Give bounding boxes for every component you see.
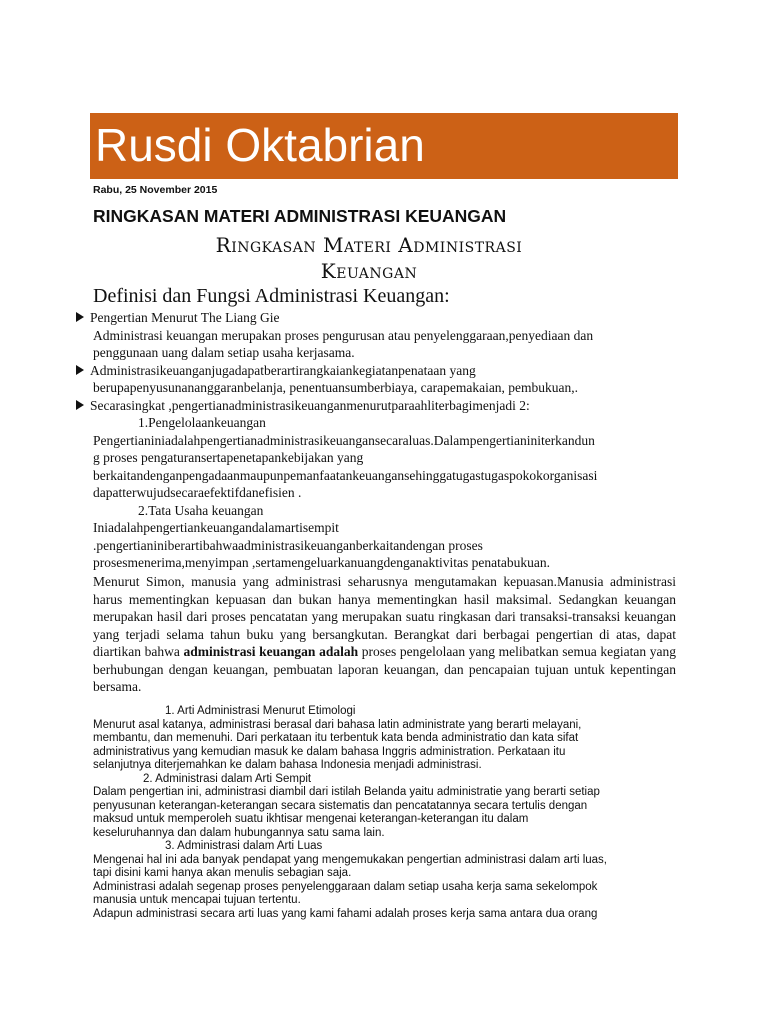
section-heading: 1. Arti Administrasi Menurut Etimologi bbox=[165, 705, 356, 717]
section-line: tapi disini kami hanya akan menulis sebagian saja. bbox=[93, 867, 352, 879]
section-line: maksud untuk memperoleh suatu ikhtisar mengenai keterangan-keterangan itu dalam bbox=[93, 813, 529, 825]
post-title[interactable]: RINGKASAN MATERI ADMINISTRASI KEUANGAN bbox=[93, 206, 507, 226]
decorative-title-line: Ringkasan Materi Administrasi bbox=[215, 233, 523, 257]
list-item-heading: Pengertian Menurut The Liang Gie bbox=[90, 310, 280, 325]
numbered-item-heading: 1.Pengelolaankeuangan bbox=[138, 415, 266, 430]
list-item-line: berupapenyusunananggaranbelanja, penentuansumberbiaya, carapemakaian, pembukuan,. bbox=[93, 380, 579, 395]
section-line: manusia untuk mencapai tujuan tertentu. bbox=[93, 894, 301, 906]
list-item-line: Administrasi keuangan merupakan proses pengurusan atau penyelenggaraan,penyediaan dan bbox=[93, 327, 594, 343]
paragraph-text bbox=[93, 573, 676, 696]
arrow-bullet-icon bbox=[76, 312, 84, 322]
numbered-item-line: dapatterwujudsecaraefektifdanefisien . bbox=[93, 485, 302, 500]
post-date: Rabu, 25 November 2015 bbox=[93, 184, 218, 196]
numbered-item-line: .pengertianiniberartibahwaadministrasikeuanganberkaitandengan proses bbox=[93, 537, 483, 553]
paragraph-text-part: Menurut Simon, manusia yang administrasi seharusnya mengutamakan kepuasan.Manusia administrasi harus mementingkan kepuasan dan bukan hanya mementingkan hasil maksimal. Sedangkan keuangan merupakan hasil dari proses pencatatan yang merupakan suatu ringkasan dari transaksi-transaksi keuangan yang terjadi selama tahun buku yang bersangkutan. Berangkat dari berbagai pengertian di atas, dapat diartikan bahwa bbox=[93, 574, 676, 659]
list-item-heading: Secarasingkat ,pengertianadministrasikeuanganmenurutparaahliterbagimenjadi 2: bbox=[90, 397, 530, 413]
section-line: selanjutnya diterjemahkan ke dalam bahasa Indonesia menjadi administrasi. bbox=[93, 759, 482, 771]
list-item bbox=[76, 362, 676, 380]
decorative-title bbox=[90, 232, 648, 284]
section-line: Dalam pengertian ini, administrasi diambil dari istilah Belanda yaitu administratie yang berarti setiap bbox=[93, 786, 600, 798]
list-item bbox=[76, 309, 676, 327]
list-item-line: penggunaan uang dalam setiap usaha kerjasama. bbox=[93, 345, 355, 360]
numbered-item-line: Iniadalahpengertiankeuangandalamartisempit bbox=[93, 520, 339, 535]
section-line: Administrasi adalah segenap proses penyelenggaraan dalam setiap usaha kerja sama sekelompok bbox=[93, 880, 598, 893]
section-subheading: Definisi dan Fungsi Administrasi Keuangan: bbox=[93, 285, 450, 307]
list-item-heading: Administrasikeuanganjugadapatberartirangkaiankegiatanpenataan yang bbox=[90, 362, 476, 378]
section-line: keseluruhannya dan dalam hubungannya satu sama lain. bbox=[93, 826, 385, 839]
section-line: penyusunan keterangan-keterangan secara sistematis dan pencatatannya secara tertulis dengan bbox=[93, 799, 588, 812]
section-heading: 3. Administrasi dalam Arti Luas bbox=[165, 840, 323, 852]
arrow-bullet-icon bbox=[76, 400, 84, 410]
blog-header-banner bbox=[90, 113, 678, 179]
bullet-list bbox=[76, 309, 676, 572]
paragraph-bold-term: administrasi keuangan adalah bbox=[183, 644, 359, 659]
numbered-item-line: prosesmenerima,menyimpan ,sertamengeluarkanuangdenganaktivitas penatabukuan. bbox=[93, 555, 550, 570]
list-item bbox=[76, 397, 676, 415]
definition-sections bbox=[93, 705, 683, 921]
numbered-item-line: g proses pengaturansertapenetapankebijakan yang bbox=[93, 450, 364, 465]
decorative-title-line: Keuangan bbox=[320, 259, 418, 283]
section-line: membantu, dan memenuhi. Dari perkataan itu terbentuk kata benda administratio dan kata sifat bbox=[93, 732, 579, 744]
numbered-item-heading: 2.Tata Usaha keuangan bbox=[138, 502, 264, 518]
arrow-bullet-icon bbox=[76, 365, 84, 375]
section-line: Mengenai hal ini ada banyak pendapat yang mengemukakan pengertian administrasi dalam arti luas, bbox=[93, 853, 607, 866]
numbered-item-line: Pengertianiniadalahpengertianadministrasikeuangansecaraluas.Dalampengertianiniterkandun bbox=[93, 432, 595, 448]
section-line: Menurut asal katanya, administrasi berasal dari bahasa latin administrate yang berarti melayani, bbox=[93, 718, 582, 731]
section-line: administrativus yang kemudian masuk ke dalam bahasa Inggris administration. Perkataan itu bbox=[93, 745, 566, 758]
body-paragraph bbox=[93, 573, 676, 696]
numbered-item-line: berkaitandenganpengadaanmaupunpemanfaatankeuangansehinggatugastugaspokokorganisasi bbox=[93, 467, 598, 483]
section-line: Adapun administrasi secara arti luas yang kami fahami adalah proses kerja sama antara dua orang bbox=[93, 907, 598, 920]
paragraph-text-part: proses pengelolaan yang melibatkan semua kegiatan yang berhubungan dengan keuangan, pembuatan laporan keuangan, dan pencapaian tujuan untuk kepentingan bersama. bbox=[93, 644, 676, 694]
section-heading: 2. Administrasi dalam Arti Sempit bbox=[143, 772, 312, 785]
blog-title[interactable]: Rusdi Oktabrian bbox=[95, 119, 425, 171]
